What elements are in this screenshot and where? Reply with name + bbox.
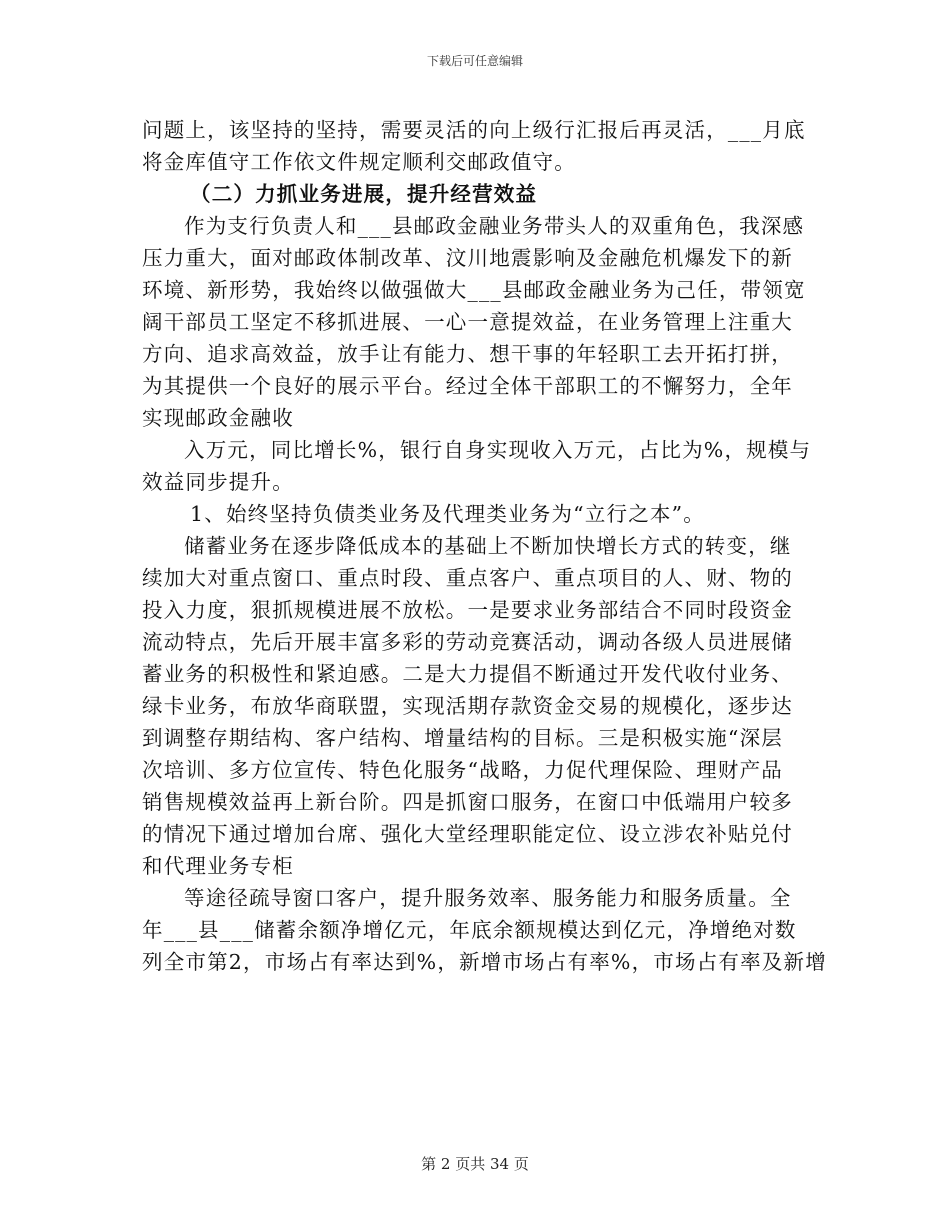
paragraph-start: 入万元，同比增长%，银行自身实现收入万元，占比为%，规模与: [184, 438, 812, 462]
text-line: 为其提供一个良好的展示平台。经过全体干部职工的不懈努力，全年: [142, 374, 793, 398]
text-line: 方向、追求高效益，放手让有能力、想干事的年轻职工去开拓打拼，: [142, 342, 793, 366]
section-heading: （二）力抓业务进展，提升经营效益: [190, 182, 538, 206]
text-line: 实现邮政金融收: [142, 406, 294, 430]
text-line: 年___县___储蓄余额净增亿元，年底余额规模达到亿元，净增绝对数: [142, 918, 797, 942]
text-line: 效益同步提升。: [142, 470, 294, 494]
text-line: 流动特点，先后开展丰富多彩的劳动竞赛活动，调动各级人员进展储: [142, 630, 793, 654]
text-line: 到调整存期结构、客户结构、增量结构的目标。三是积极实施“深层: [142, 726, 783, 750]
text-line: 销售规模效益再上新台阶。四是抓窗口服务，在窗口中低端用户较多: [142, 790, 793, 814]
text-line: 蓄业务的积极性和紧迫感。二是大力提倡不断通过开发代收付业务、: [142, 662, 793, 686]
text-line: 环境、新形势，我始终以做强做大___县邮政金融业务为己任，带领宽: [142, 278, 806, 302]
text-line: 绿卡业务，布放华商联盟，实现活期存款资金交易的规模化，逐步达: [142, 694, 793, 718]
text-line: 阔干部员工坚定不移抓进展、一心一意提效益，在业务管理上注重大: [142, 310, 793, 334]
text-line: 的情况下通过增加台席、强化大堂经理职能定位、设立涉农补贴兑付: [142, 822, 793, 846]
text-line: 和代理业务专柜: [142, 854, 294, 878]
text-line: 次培训、多方位宣传、特色化服务“战略，力促代理保险、理财产品: [142, 758, 783, 782]
paragraph-start: 作为支行负责人和___县邮政金融业务带头人的双重角色，我深感: [184, 214, 805, 238]
page-header: 下载后可任意编辑: [426, 54, 523, 68]
text-line: 将金库值守工作依文件规定顺利交邮政值守。: [142, 150, 576, 174]
paragraph-start: 等途径疏导窗口客户，提升服务效率、服务能力和服务质量。全: [184, 886, 792, 910]
text-line: 续加大对重点窗口、重点时段、重点客户、重点项目的人、财、物的: [142, 566, 793, 590]
text-line: 压力重大，面对邮政体制改革、汶川地震影响及金融危机爆发下的新: [142, 246, 793, 270]
paragraph-start: 储蓄业务在逐步降低成本的基础上不断加快增长方式的转变，继: [184, 534, 792, 558]
text-line: 问题上，该坚持的坚持，需要灵活的向上级行汇报后再灵活，___月底: [142, 118, 806, 142]
text-line: 投入力度，狠抓规模进展不放松。一是要求业务部结合不同时段资金: [142, 598, 793, 622]
subsection-heading: 1、始终坚持负债类业务及代理类业务为“立行之本”。: [190, 502, 706, 526]
document-body: [142, 114, 827, 978]
text-line: 列全市第2，市场占有率达到%，新增市场占有率%，市场占有率及新增: [142, 950, 827, 974]
page-footer: 第 2 页共 34 页: [421, 1155, 529, 1173]
